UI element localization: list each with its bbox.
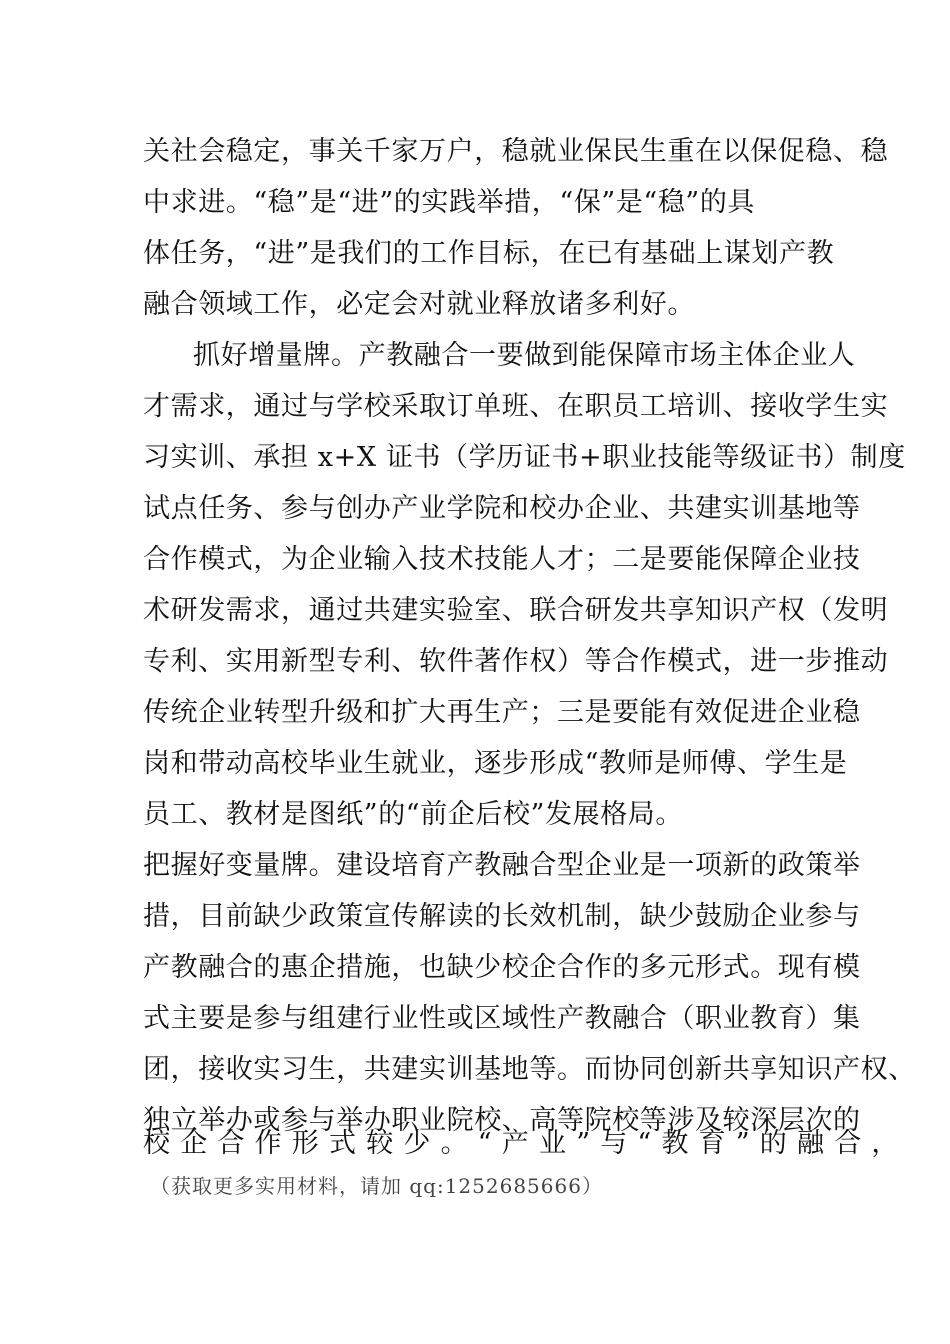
text-line: 合作模式，为企业输入技术技能人才；二是要能保障企业技	[143, 544, 861, 575]
text-line: 体任务，“进”是我们的工作目标，在已有基础上谋划产教	[143, 238, 835, 269]
paragraph-start-line: 把握好变量牌。建设培育产教融合型企业是一项新的政策举	[143, 850, 861, 881]
text-line: 才需求，通过与学校采取订单班、在职员工培训、接收学生实	[143, 391, 889, 422]
paragraph-start-line: 抓好增量牌。产教融合一要做到能保障市场主体企业人	[193, 340, 856, 371]
text-line: 岗和带动高校毕业生就业，逐步形成“教师是师傅、学生是	[143, 748, 848, 779]
text-line: 试点任务、参与创办产业学院和校办企业、共建实训基地等	[143, 493, 861, 524]
text-line: 传统企业转型升级和扩大再生产；三是要能有效促进企业稳	[143, 697, 861, 728]
text-line: 措，目前缺少政策宣传解读的长效机制，缺少鼓励企业参与	[143, 901, 861, 932]
text-line: 团，接收实习生，共建实训基地等。而协同创新共享知识产权、	[143, 1054, 916, 1085]
text-line: 式主要是参与组建行业性或区域性产教融合（职业教育）集	[143, 1003, 861, 1034]
text-line: 关社会稳定，事关千家万户，稳就业保民生重在以保促稳、稳	[143, 136, 889, 167]
text-line: 中求进。“稳”是“进”的实践举措，“保”是“稳”的具	[143, 187, 756, 218]
text-line: 独立举办或参与举办职业院校、高等院校等涉及较深层次的	[143, 1105, 861, 1136]
text-line: 员工、教材是图纸”的“前企后校”发展格局。	[143, 799, 684, 830]
footer-note: （获取更多实用材料，请加 qq:1252685666）	[150, 1174, 603, 1198]
text-line: 专利、实用新型专利、软件著作权）等合作模式，进一步推动	[143, 646, 889, 677]
text-line: 产教融合的惠企措施，也缺少校企合作的多元形式。现有模	[143, 952, 861, 983]
text-line: 校企合作形式较少。“产业”与“教育”的融合，	[143, 1128, 909, 1159]
text-line: 习实训、承担 x+X 证书（学历证书+职业技能等级证书）制度	[143, 442, 906, 473]
text-line: 术研发需求，通过共建实验室、联合研发共享知识产权（发明	[143, 595, 889, 626]
text-line: 融合领域工作，必定会对就业释放诸多利好。	[143, 289, 695, 320]
